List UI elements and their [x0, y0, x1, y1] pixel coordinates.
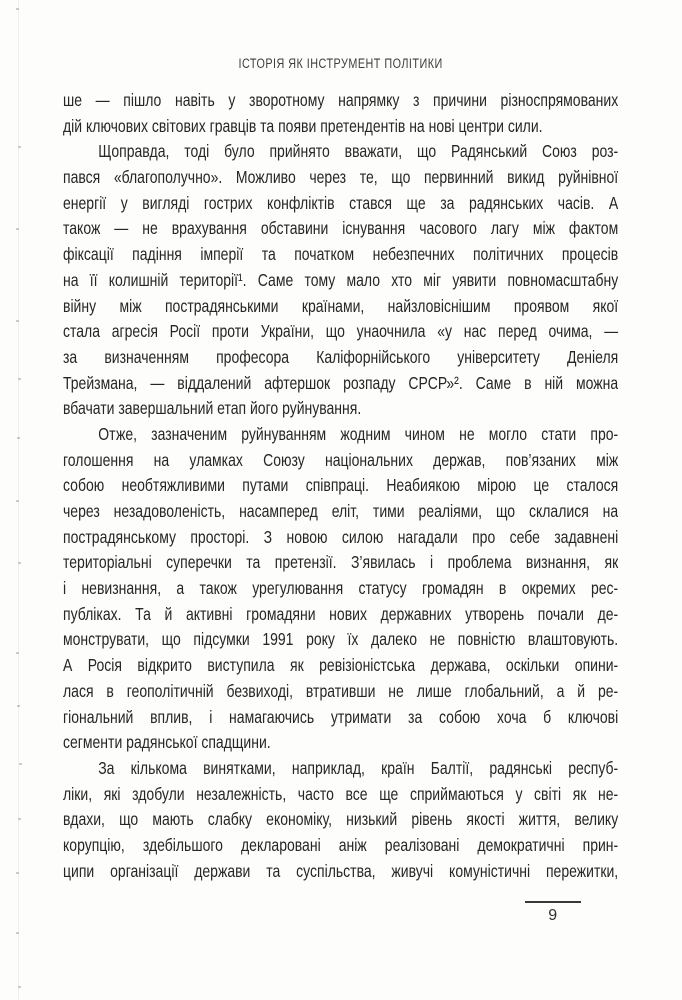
text-line: також — не врахування обставини існування часового лагу між фактом [63, 218, 619, 239]
footer-rule [525, 901, 581, 903]
scan-speck [18, 818, 21, 820]
page-content [63, 55, 618, 884]
text-line: енергії у вигляді гострих конфліктів стався ще за радянських часів. А [63, 192, 619, 213]
text-line: публіках. Та й активні громадяни нових державних утворень почали де- [63, 603, 619, 624]
scan-speck [16, 500, 19, 502]
scan-speck [16, 228, 19, 230]
text-line: А Росія відкрито виступила як ревізіоністська держава, оскільки опини- [63, 655, 619, 676]
scan-speck [19, 763, 22, 765]
text-line: За кількома винятками, наприклад, країн Балтії, радянські респуб- [98, 757, 619, 778]
text-line: ліки, які здобули незалежність, часто все ще сприймаються у світі як не- [63, 783, 619, 804]
text-line: за визначенням професора Каліфорнійського університету Деніеля [63, 346, 619, 367]
page-number: 9 [548, 907, 558, 924]
scan-speck [16, 932, 19, 934]
text-line: голошення на уламках Союзу національних держав, пов’язаних між [63, 449, 619, 470]
text-line: фіксації падіння імперії та початком небезпечних політичних процесів [63, 244, 619, 265]
text-line: через незадоволеність, насамперед еліт, тими реаліями, що склалися на [63, 501, 619, 521]
text-line: гіональний вплив, і намагаючись утримати за собою хоча б ключові [63, 706, 619, 727]
text-line: війну між пострадянськими країнами, найзловіснішим проявом якої [63, 295, 619, 316]
text-line: собою необтяжливими путами співпраці. Неабиякою мірою це сталося [63, 475, 619, 496]
text-line: сегменти радянської спадщини. [63, 732, 271, 753]
paragraph [63, 88, 618, 139]
scan-speck [16, 320, 19, 322]
text-line: Отже, зазначеним руйнуванням жодним чином не могло стати про- [98, 423, 619, 444]
text-line: і невизнання, а також урегулювання статусу громадян в окремих рес- [63, 578, 619, 599]
text-line: вбачати завершальний етап його руйнування. [63, 398, 362, 419]
text-line: Трейзмана, — віддалений афтершок розпаду СРСР»². Саме в ній можна [63, 372, 619, 393]
text-line: територіальні суперечки та претензії. З’явилась і проблема визнання, як [63, 552, 619, 573]
paragraph [63, 139, 618, 422]
paragraph [63, 422, 618, 756]
scan-speck [18, 378, 21, 380]
scan-speck [18, 986, 21, 988]
text-line: на її колишній території¹. Саме тому мало хто міг уявити повномасштабну [63, 269, 619, 290]
body-text [63, 88, 618, 884]
text-line: ципи організації держави та суспільства, живучі комуністичні пережитки, [63, 860, 619, 881]
scan-speck [17, 705, 20, 707]
scan-speck [18, 146, 21, 148]
running-header: ІСТОРІЯ ЯК ІНСТРУМЕНТ ПОЛІТИКИ [238, 56, 443, 71]
text-line: пався «благополучно». Можливо через те, що первинний викид руйнівної [63, 167, 619, 188]
text-line: Щоправда, тоді було прийнято вважати, що Радянський Союз роз- [98, 141, 619, 162]
scan-speck [16, 872, 19, 874]
text-line: пострадянському просторі. З новою силою нагадали про себе задавнені [63, 526, 619, 547]
text-line: корупцію, здебільшого декларовані аніж реалізовані демократичні прин- [63, 834, 619, 855]
text-line: монструвати, що підсумки 1991 року їх далеко не повністю влаштовують. [63, 629, 619, 650]
text-line: лася в геополітичній безвиході, втративши не лише глобальний, а й ре- [63, 680, 619, 701]
scan-speck [16, 652, 19, 654]
scan-speck [18, 562, 21, 564]
text-line: стала агресія Росії проти України, що унаочнила «у нас перед очима, — [63, 321, 619, 342]
text-line: ше — пішло навіть у зворотному напрямку з причини різноспрямованих [63, 90, 619, 110]
text-line: вдахи, що мають слабку економіку, низький рівень якості життя, велику [63, 809, 619, 830]
text-line: дій ключових світових гравців та появи претендентів на нові центри сили. [63, 115, 543, 136]
scan-speck [16, 8, 19, 10]
page-footer [525, 901, 581, 925]
scan-speck [17, 437, 20, 439]
paragraph [63, 756, 618, 884]
